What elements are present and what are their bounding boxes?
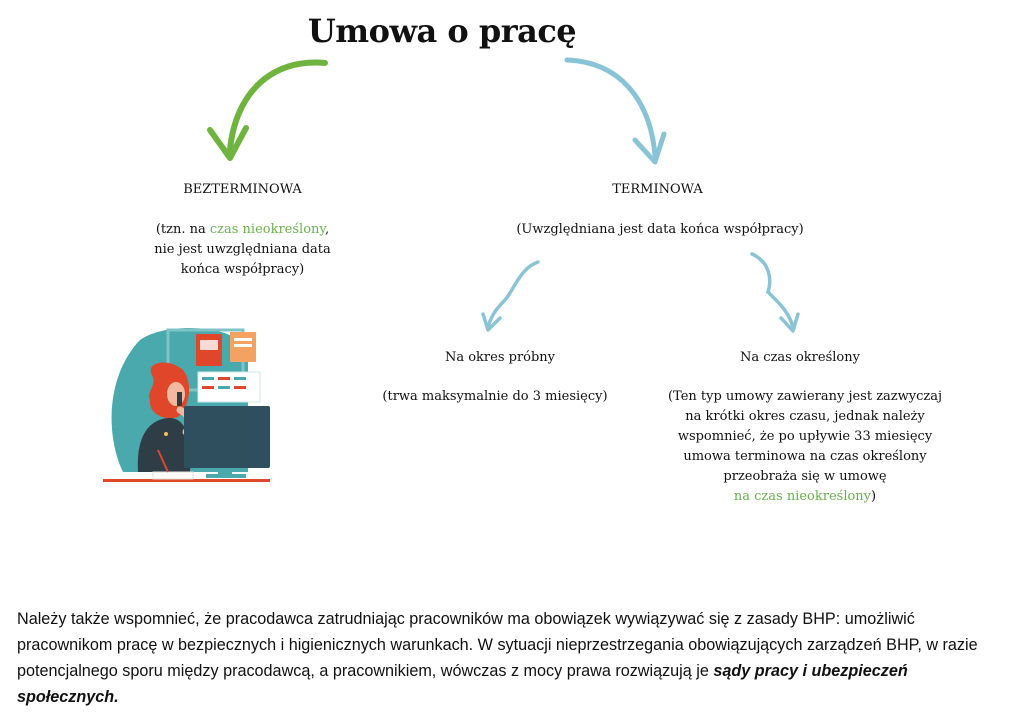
highlight-czas-nieokreslony: czas nieokreślony — [209, 222, 326, 237]
highlight-na-czas-nieokreslony: na czas nieokreślony — [733, 489, 872, 504]
terminowa-heading: TERMINOWA — [612, 182, 703, 197]
arrow-to-terminowa — [567, 60, 655, 155]
czas-okreslony-heading: Na czas określony — [740, 350, 860, 365]
woman-at-computer-illustration — [98, 322, 278, 487]
terminowa-description: (Uwzględniana jest data końca współpracy) — [516, 222, 804, 237]
paragraph-emphasis: sądy pracy i ubezpieczeń społecznych. — [17, 662, 908, 706]
arrow-head-terminowa — [635, 134, 664, 162]
bhp-paragraph: Należy także wspomnieć, że pracodawca zatrudniając pracowników ma obowiązek wywiązywać się z zasady BHP: umożliwić pracownikom pracę w bezpiecznych i higienicznych warunkach. W sytuacji nieprzestrzegania obowiązujących zarządzeń BHP, w razie potencjalnego sporu między pracodawcą, a pracownikiem, wówczas z mocy prawa rozwiązują je sądy pracy i ubezpieczeń społecznych. — [17, 610, 978, 706]
okres-probny-description: (trwa maksymalnie do 3 miesięcy) — [382, 389, 608, 404]
bezterminowa-heading: BEZTERMINOWA — [183, 182, 302, 197]
bezterminowa-description: (tzn. na czas nieokreślony, nie jest uwzględniana data końca współpracy) — [154, 222, 331, 277]
diagram-title: Umowa o pracę — [307, 12, 577, 50]
czas-okreslony-description: (Ten typ umowy zawierany jest zazwyczaj na krótki okres czasu, jednak należy wspomnieć, że po upływie 33 miesięcy umowa terminowa na czas określony przeobraża się w umowę na czas nieokreślony) — [667, 389, 943, 504]
arrow-to-okres-probny — [488, 262, 538, 328]
arrow-to-czas-okreslony — [752, 254, 793, 328]
okres-probny-heading: Na okres próbny — [444, 350, 556, 365]
